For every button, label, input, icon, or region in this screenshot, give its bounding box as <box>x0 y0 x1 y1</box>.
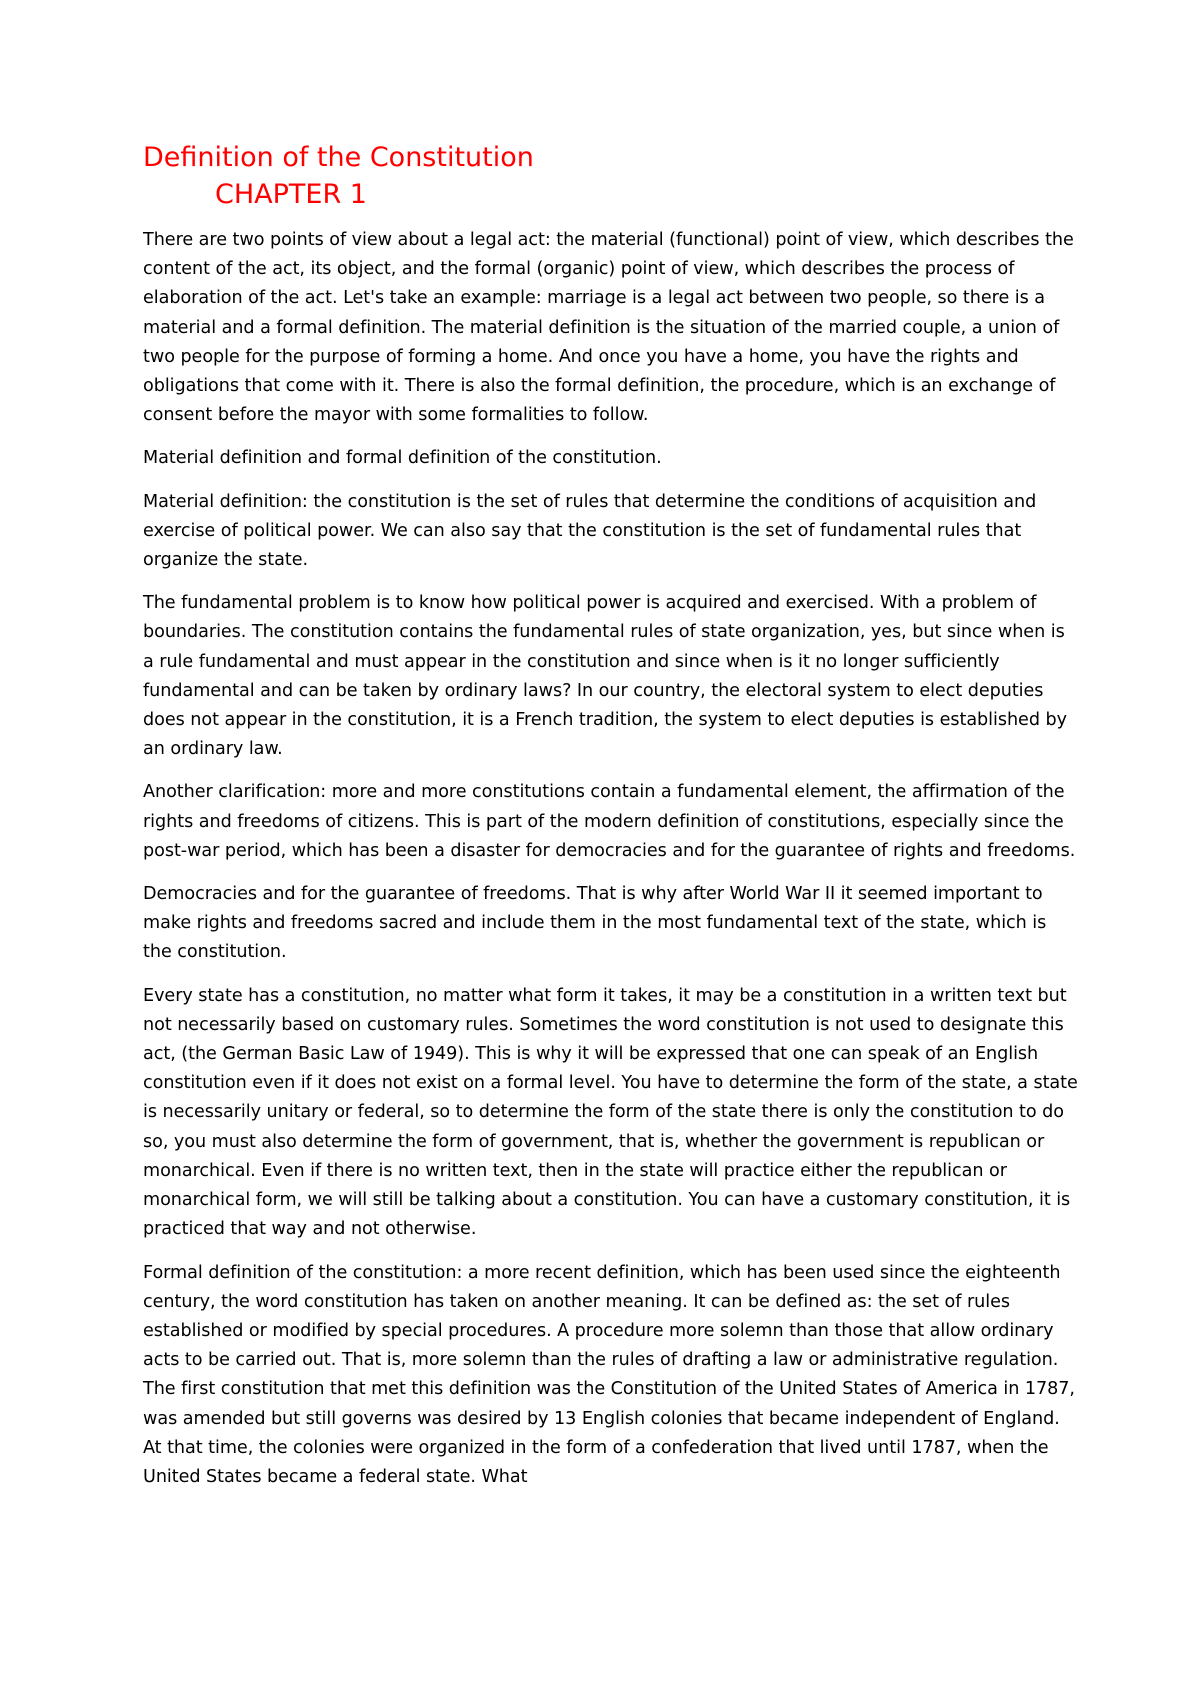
paragraph: The fundamental problem is to know how political power is acquired and exercised. With a problem of boundaries. The constitution contains the fundamental rules of state organization, yes, but since when is a rule fundamental and must appear in the constitution and since when is it no longer sufficiently fundamental and can be taken by ordinary laws? In our country, the electoral system to elect deputies does not appear in the constitution, it is a French tradition, the system to elect deputies is established by an ordinary law. <box>143 593 1067 760</box>
paragraph: Another clarification: more and more constitutions contain a fundamental element, the affirmation of the rights and freedoms of citizens. This is part of the modern definition of constitutions, especially since the post-war period, which has been a disaster for democracies and for the guarantee of rights and freedoms. <box>143 782 1076 861</box>
chapter-heading: CHAPTER 1 <box>215 179 367 210</box>
paragraph: Formal definition of the constitution: a more recent definition, which has been used since the eighteenth century, the word constitution has taken on another meaning. It can be defined as: the set of rules established or modified by special procedures. A procedure more solemn than those that allow ordinary acts to be carried out. That is, more solemn than the rules of drafting a law or administrative regulation. The first constitution that met this definition was the Constitution of the United States of America in 1787, was amended but still governs was desired by 13 English colonies that became independent of England. At that time, the colonies were organized in the form of a confederation that lived until 1787, when the United States became a federal state. What <box>143 1262 1075 1487</box>
paragraph: Democracies and for the guarantee of freedoms. That is why after World War II it seemed important to make rights and freedoms sacred and include them in the most fundamental text of the state, which is the constitution. <box>143 884 1047 963</box>
document-title: Definition of the Constitution <box>143 142 534 173</box>
paragraph: There are two points of view about a legal act: the material (functional) point of view, which describes the content of the act, its object, and the formal (organic) point of view, which describes the process of elaboration of the act. Let's take an example: marriage is a legal act between two people, so there is a material and a formal definition. The material definition is the situation of the married couple, a union of two people for the purpose of forming a home. And once you have a home, you have the rights and obligations that come with it. There is also the formal definition, the procedure, which is an exchange of consent before the mayor with some formalities to follow. <box>143 230 1074 426</box>
document-page <box>143 140 1079 1506</box>
paragraph: Material definition and formal definition of the constitution. <box>143 448 662 469</box>
paragraph: Material definition: the constitution is the set of rules that determine the conditions of acquisition and exercise of political power. We can also say that the constitution is the set of fundamental rules that organize the state. <box>143 491 1037 571</box>
paragraph: Every state has a constitution, no matter what form it takes, it may be a constitution in a written text but not necessarily based on customary rules. Sometimes the word constitution is not used to designate this act, (the German Basic Law of 1949). This is why it will be expressed that one can speak of an English constitution even if it does not exist on a formal level. You have to determine the form of the state, a state is necessarily unitary or federal, so to determine the form of the state there is only the constitution to do so, you must also determine the form of government, that is, whether the government is republican or monarchical. Even if there is no written text, then in the state will practice either the republican or monarchical form, we will still be talking about a constitution. You can have a customary constitution, it is practiced that way and not otherwise. <box>143 985 1078 1240</box>
